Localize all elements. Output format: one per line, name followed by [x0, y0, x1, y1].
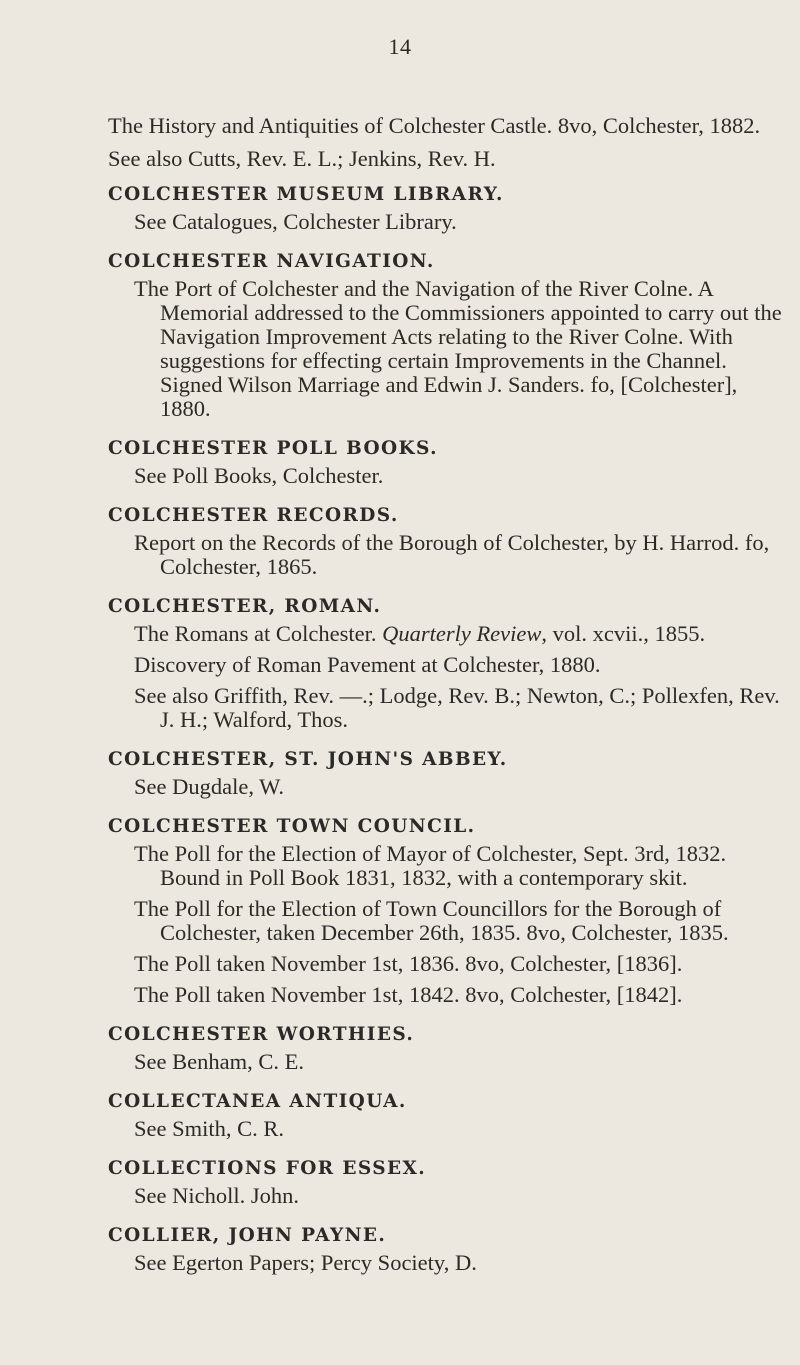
- section-colchester-poll-books: [108, 437, 788, 488]
- section-heading: COLLECTIONS FOR ESSEX.: [108, 1158, 427, 1179]
- periodical-title: Quarterly Review: [382, 621, 542, 646]
- catalogue-entry: The History and Antiquities of Colchester Castle. 8vo, Colchester, 1882.: [108, 113, 761, 138]
- section-heading: COLCHESTER NAVIGATION.: [108, 251, 435, 272]
- section-colchester-town-council: [108, 815, 788, 1007]
- section-item: See Egerton Papers; Percy Society, D.: [134, 1250, 477, 1275]
- section-item: See also Griffith, Rev. —.; Lodge, Rev. B.; Newton, C.; Pollexfen, Rev. J. H.; Walford, Thos.: [134, 683, 780, 732]
- section-heading: COLCHESTER, ST. JOHN'S ABBEY.: [108, 749, 508, 770]
- section-heading: COLCHESTER, ROMAN.: [108, 596, 382, 617]
- section-colchester-navigation: [108, 250, 788, 421]
- section-heading: COLLIER, JOHN PAYNE.: [108, 1225, 387, 1246]
- section-item: The Poll for the Election of Town Councillors for the Borough of Colchester, taken December 26th, 1835. 8vo, Colchester, 1835.: [134, 896, 729, 945]
- section-item: See Smith, C. R.: [134, 1116, 285, 1141]
- section-item: The Poll for the Election of Mayor of Colchester, Sept. 3rd, 1832. Bound in Poll Book 1831, 1832, with a contemporary skit.: [134, 841, 727, 890]
- section-colchester-roman: [108, 595, 788, 732]
- section-item: Report on the Records of the Borough of Colchester, by H. Harrod. fo, Colchester, 1865.: [134, 530, 770, 579]
- section-heading: COLCHESTER TOWN COUNCIL.: [108, 816, 476, 837]
- section-collections-for-essex: [108, 1157, 788, 1208]
- section-item: See Poll Books, Colchester.: [134, 463, 384, 488]
- section-item: The Poll taken November 1st, 1842. 8vo, Colchester, [1842].: [134, 982, 683, 1007]
- section-heading: COLLECTANEA ANTIQUA.: [108, 1091, 407, 1112]
- section-item: See Dugdale, W.: [134, 774, 284, 799]
- section-item: The Port of Colchester and the Navigation of the River Colne. A Memorial addressed to the Commissioners appointed to carry out the Navigation Improvement Acts relating to the River Colne. With suggestions for effecting certain Improvements in the Channel. Signed Wilson Marriage and Edwin J. Sanders. fo, [Colchester], 1880.: [134, 276, 782, 421]
- section-collier-john-payne: [108, 1224, 788, 1275]
- page-number: 14: [388, 34, 412, 59]
- section-heading: COLCHESTER POLL BOOKS.: [108, 438, 438, 459]
- catalogue-entry: See also Cutts, Rev. E. L.; Jenkins, Rev. H.: [108, 146, 496, 171]
- section-item: See Nicholl. John.: [134, 1183, 299, 1208]
- catalogue-content: [108, 114, 788, 1284]
- section-item: See Catalogues, Colchester Library.: [134, 209, 457, 234]
- section-collectanea-antiqua: [108, 1090, 788, 1141]
- section-item: Discovery of Roman Pavement at Colchester, 1880.: [134, 652, 601, 677]
- section-item: The Romans at Colchester. Quarterly Review, vol. xcvii., 1855.: [134, 621, 706, 646]
- section-item: The Poll taken November 1st, 1836. 8vo, Colchester, [1836].: [134, 951, 683, 976]
- section-heading: COLCHESTER WORTHIES.: [108, 1024, 415, 1045]
- section-heading: COLCHESTER RECORDS.: [108, 505, 399, 526]
- section-colchester-st-johns-abbey: [108, 748, 788, 799]
- section-heading: COLCHESTER MUSEUM LIBRARY.: [108, 184, 504, 205]
- section-colchester-museum-library: [108, 183, 788, 234]
- section-item: See Benham, C. E.: [134, 1049, 304, 1074]
- section-colchester-records: [108, 504, 788, 579]
- section-colchester-worthies: [108, 1023, 788, 1074]
